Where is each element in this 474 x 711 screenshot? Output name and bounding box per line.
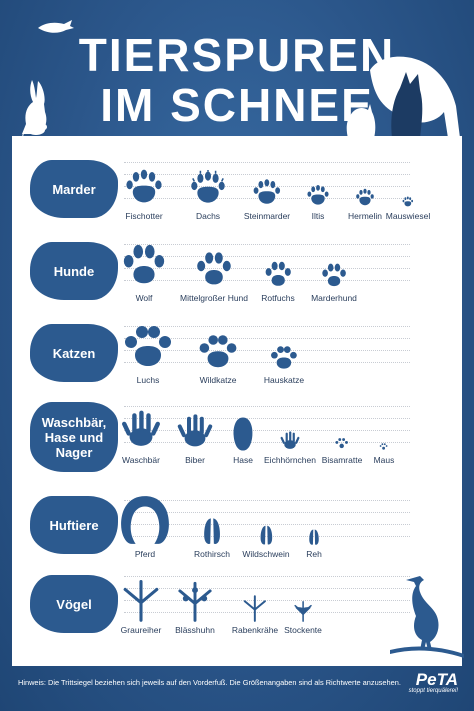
category-row	[12, 492, 462, 566]
category-label: Marder	[30, 160, 118, 218]
track-item	[264, 344, 304, 385]
track-item	[284, 600, 322, 635]
track-label: Reh	[306, 549, 322, 559]
footprint-icon	[252, 178, 282, 208]
track-item	[374, 442, 395, 465]
footprint-icon	[320, 262, 348, 290]
track-label: Rabenkrähe	[231, 625, 279, 635]
track-label: Iltis	[311, 211, 325, 221]
footprint-icon	[334, 436, 350, 452]
track-item	[386, 196, 430, 221]
category-label: Hunde	[30, 242, 118, 300]
scale-gridline	[124, 406, 410, 407]
track-label: Dachs	[195, 211, 221, 221]
scale-gridline	[124, 174, 410, 175]
peta-logo: PeTA	[415, 670, 458, 689]
scale-gridline	[124, 418, 410, 419]
heron-silhouette-icon	[384, 574, 466, 666]
track-item	[124, 168, 164, 221]
footprint-icon	[379, 442, 389, 452]
track-item	[322, 436, 363, 465]
footprint-icon	[175, 412, 215, 452]
track-item	[119, 578, 163, 635]
footprint-icon	[402, 196, 414, 208]
track-label: Mittelgroßer Hund	[179, 293, 249, 303]
footprint-icon	[119, 494, 171, 546]
scale-gridline	[124, 162, 410, 163]
track-item	[119, 408, 163, 465]
track-item	[232, 594, 278, 635]
track-label: Biber	[185, 455, 205, 465]
category-label: Vögel	[30, 575, 118, 633]
footprint-icon	[279, 430, 301, 452]
brand-block[interactable]	[409, 672, 458, 694]
track-item	[306, 184, 330, 221]
category-label: Waschbär, Hase und Nager	[30, 402, 118, 472]
track-item	[244, 178, 290, 221]
track-item	[348, 188, 382, 221]
footprint-icon	[189, 170, 227, 208]
track-label: Rothirsch	[194, 549, 230, 559]
title-line-1: TIERSPUREN	[78, 29, 396, 81]
track-item	[180, 250, 248, 303]
scale-gridline	[124, 576, 410, 577]
title-line-2: IM SCHNEE	[100, 79, 374, 131]
track-item	[264, 430, 316, 465]
category-row	[12, 154, 462, 232]
category-row	[12, 318, 462, 396]
footprint-icon	[120, 242, 168, 290]
track-label: Wolf	[135, 293, 153, 303]
track-label: Marderhund	[311, 293, 357, 303]
footprint-icon	[225, 416, 261, 452]
footprint-icon	[119, 578, 163, 622]
footprint-icon	[306, 184, 330, 208]
scale-gridline	[124, 588, 410, 589]
footprint-icon	[119, 408, 163, 452]
track-item	[225, 416, 261, 465]
footprint-icon	[263, 260, 293, 290]
track-item	[198, 332, 238, 385]
footprint-icon	[241, 594, 269, 622]
footprint-icon	[197, 516, 227, 546]
track-label: Steinmarder	[243, 211, 291, 221]
track-item	[120, 242, 168, 303]
footprint-icon	[255, 524, 277, 546]
category-label: Katzen	[30, 324, 118, 382]
track-label: Eichhörnchen	[264, 455, 316, 465]
track-label: Bisamratte	[321, 455, 363, 465]
track-label: Wildschwein	[242, 549, 290, 559]
track-label: Hermelin	[347, 211, 383, 221]
track-label: Pferd	[134, 549, 156, 559]
footprint-icon	[123, 322, 173, 372]
track-label: Hase	[233, 455, 253, 465]
track-item	[261, 260, 295, 303]
track-item	[311, 262, 357, 303]
track-item	[189, 170, 227, 221]
track-label: Graureiher	[120, 625, 162, 635]
footprint-icon	[305, 528, 323, 546]
track-label: Waschbär	[122, 455, 160, 465]
footprint-icon	[198, 332, 238, 372]
track-label: Hauskatze	[263, 375, 305, 385]
footprint-icon	[124, 168, 164, 208]
footprint-icon	[292, 600, 314, 622]
footprint-icon	[270, 344, 298, 372]
peta-slogan: stoppt tierquälerei!	[408, 688, 458, 694]
track-label: Maus	[373, 455, 395, 465]
track-item	[242, 524, 289, 559]
footprint-icon	[355, 188, 375, 208]
track-label: Luchs	[136, 375, 160, 385]
track-item	[305, 528, 323, 559]
track-item	[194, 516, 230, 559]
track-label: Wildkatze	[199, 375, 237, 385]
footprint-icon	[194, 250, 234, 290]
track-item	[119, 494, 171, 559]
track-item	[174, 580, 216, 635]
footprint-icon	[174, 580, 216, 622]
track-label: Rotfuchs	[261, 293, 295, 303]
track-label: Fischotter	[125, 211, 163, 221]
track-item	[123, 322, 173, 385]
track-label: Mauswiesel	[385, 211, 431, 221]
category-label: Huftiere	[30, 496, 118, 554]
track-item	[175, 412, 215, 465]
track-label: Blässhuhn	[175, 625, 215, 635]
category-row	[12, 398, 462, 490]
track-label: Stockente	[284, 625, 322, 635]
category-row	[12, 236, 462, 314]
footer-note: Hinweis: Die Trittsiegel beziehen sich jeweils auf den Vorderfuß. Die Größenangaben sind als Richtwerte anzusehen.	[18, 678, 401, 687]
